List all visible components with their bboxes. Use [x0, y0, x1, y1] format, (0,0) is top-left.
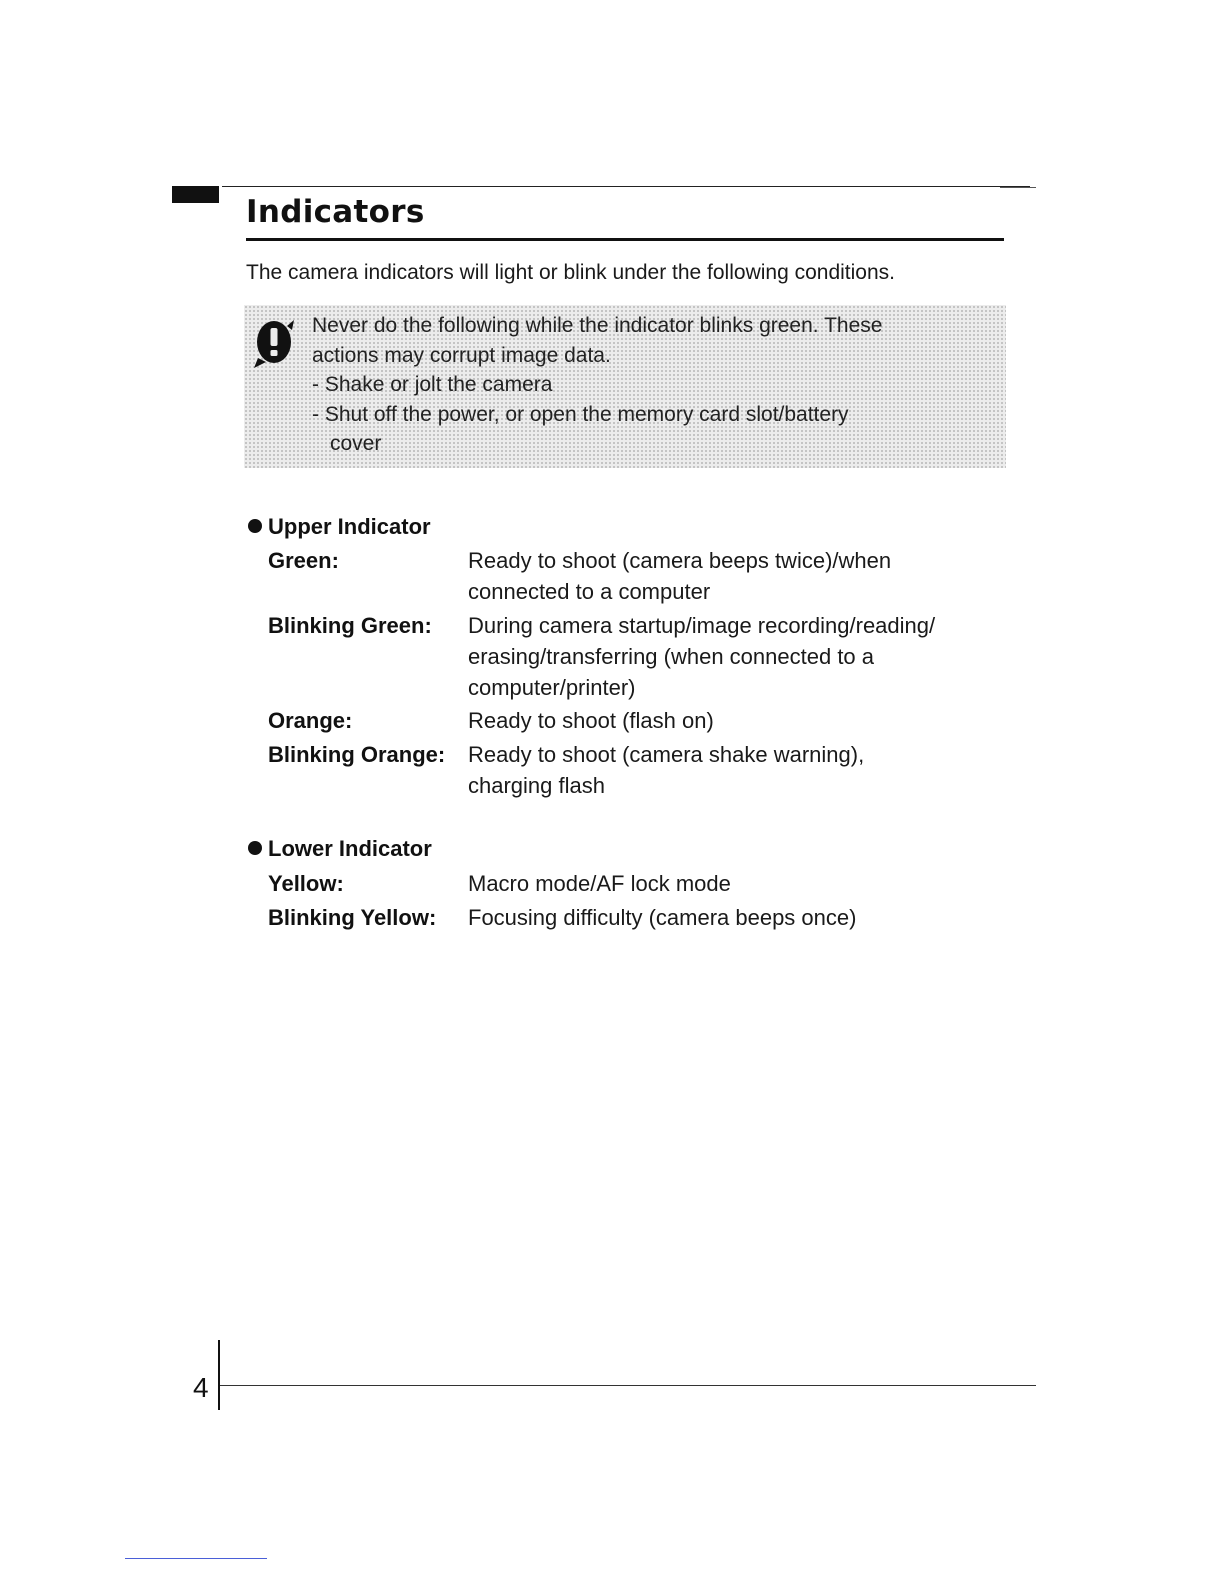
desc-blinking-green — [468, 610, 1008, 703]
term-blinking-yellow: Blinking Yellow: — [268, 905, 437, 930]
title-underline — [246, 238, 1004, 241]
caution-text — [312, 311, 998, 459]
header-rule-tail — [1000, 187, 1036, 188]
lower-indicator-heading — [248, 834, 432, 864]
desc-blinking-yellow — [468, 902, 1008, 933]
desc-orange — [468, 705, 1008, 736]
page-title: Indicators — [246, 194, 425, 230]
bullet-icon — [248, 519, 262, 533]
caution-list-item: - Shake or jolt the camera — [312, 373, 553, 396]
desc-line: erasing/transferring (when connected to a — [468, 644, 875, 669]
footer-rule — [220, 1385, 1036, 1386]
bottom-underline — [125, 1558, 267, 1559]
upper-indicator-heading — [248, 512, 431, 542]
section-tab-marker — [172, 186, 219, 203]
caution-line: actions may corrupt image data. — [312, 343, 611, 367]
desc-line: Macro mode/AF lock mode — [468, 871, 731, 896]
term-blinking-orange: Blinking Orange: — [268, 742, 446, 767]
desc-line: Ready to shoot (camera shake warning), — [468, 742, 865, 767]
desc-yellow — [468, 868, 1008, 899]
desc-line: computer/printer) — [468, 675, 636, 700]
bullet-icon — [248, 841, 262, 855]
desc-line: Ready to shoot (flash on) — [468, 708, 714, 733]
term-green: Green: — [268, 548, 339, 573]
desc-line: Focusing difficulty (camera beeps once) — [468, 905, 857, 930]
desc-line: Ready to shoot (camera beeps twice)/when — [468, 548, 892, 573]
desc-line: During camera startup/image recording/reading/ — [468, 613, 936, 638]
term-orange: Orange: — [268, 708, 353, 733]
footer-divider-vertical — [218, 1340, 220, 1410]
term-yellow: Yellow: — [268, 871, 344, 896]
intro-paragraph: The camera indicators will light or blink under the following conditions. — [246, 261, 895, 284]
desc-line: charging flash — [468, 773, 605, 798]
lower-indicator-heading-label: Lower Indicator — [268, 836, 432, 861]
page-number: 4 — [193, 1372, 209, 1403]
header-rule — [222, 186, 1030, 187]
term-blinking-green: Blinking Green: — [268, 613, 432, 638]
caution-line: Never do the following while the indicator blinks green. These — [312, 314, 883, 337]
caution-exclamation-icon — [254, 318, 298, 370]
caution-list-item-cont: cover — [330, 432, 382, 455]
desc-line: connected to a computer — [468, 579, 711, 604]
upper-indicator-heading-label: Upper Indicator — [268, 514, 431, 539]
caution-list-item: - Shut off the power, or open the memory card slot/battery — [312, 402, 849, 426]
desc-green — [468, 545, 1008, 607]
desc-blinking-orange — [468, 739, 1008, 801]
